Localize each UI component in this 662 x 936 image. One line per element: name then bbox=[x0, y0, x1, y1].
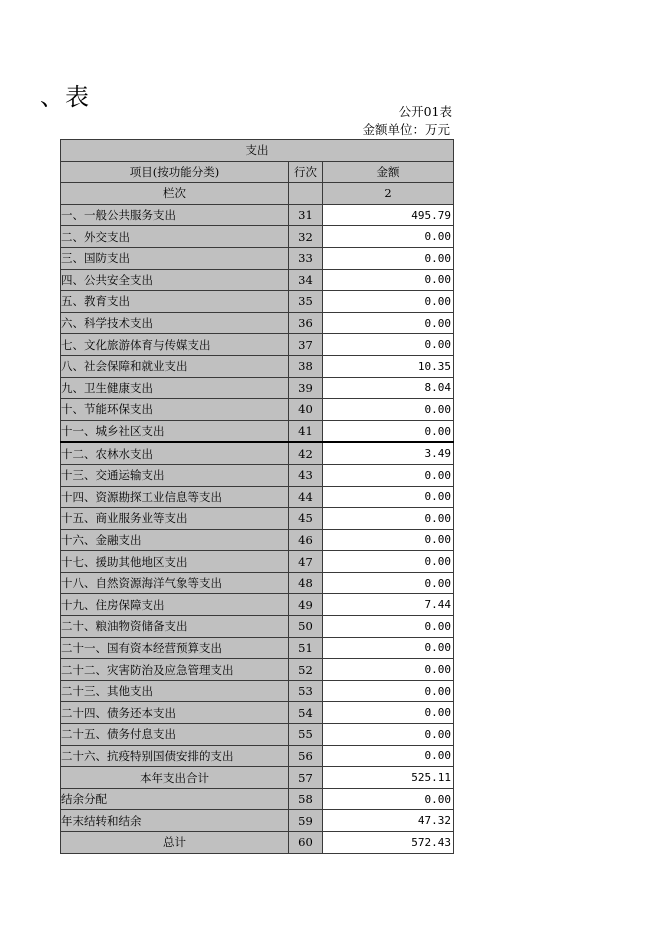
row-number: 54 bbox=[289, 702, 323, 724]
row-number: 37 bbox=[289, 334, 323, 356]
row-amount: 0.00 bbox=[323, 269, 454, 291]
row-amount: 0.00 bbox=[323, 247, 454, 269]
row-item: 十八、自然资源海洋气象等支出 bbox=[61, 572, 289, 594]
row-number: 48 bbox=[289, 572, 323, 594]
expenditure-table bbox=[60, 139, 454, 854]
row-number: 33 bbox=[289, 247, 323, 269]
row-amount: 0.00 bbox=[323, 486, 454, 508]
row-item: 二十四、债务还本支出 bbox=[61, 702, 289, 724]
row-number: 47 bbox=[289, 551, 323, 573]
row-amount: 0.00 bbox=[323, 572, 454, 594]
row-number: 60 bbox=[289, 832, 323, 854]
row-amount: 0.00 bbox=[323, 464, 454, 486]
row-item: 十二、农林水支出 bbox=[61, 442, 289, 464]
page-title bbox=[40, 82, 90, 112]
table-row bbox=[61, 399, 454, 421]
title-fragment: 、 bbox=[40, 83, 65, 111]
row-amount: 0.00 bbox=[323, 291, 454, 313]
table-row bbox=[61, 745, 454, 767]
row-item: 三、国防支出 bbox=[61, 247, 289, 269]
table-row bbox=[61, 377, 454, 399]
row-item: 二、外交支出 bbox=[61, 226, 289, 248]
row-item: 二十六、抗疫特别国债安排的支出 bbox=[61, 745, 289, 767]
row-number: 39 bbox=[289, 377, 323, 399]
form-code: 公开01表 bbox=[398, 104, 452, 119]
title-text: 表 bbox=[65, 83, 90, 111]
row-amount: 0.00 bbox=[323, 659, 454, 681]
row-number: 56 bbox=[289, 745, 323, 767]
table-row bbox=[61, 680, 454, 702]
table-row bbox=[61, 291, 454, 313]
row-number: 34 bbox=[289, 269, 323, 291]
table-row bbox=[61, 334, 454, 356]
column-index-amount: 2 bbox=[323, 183, 454, 205]
row-number: 35 bbox=[289, 291, 323, 313]
row-amount: 0.00 bbox=[323, 334, 454, 356]
row-item: 十七、援助其他地区支出 bbox=[61, 551, 289, 573]
row-item: 十、节能环保支出 bbox=[61, 399, 289, 421]
row-item: 一、一般公共服务支出 bbox=[61, 204, 289, 226]
row-number: 52 bbox=[289, 659, 323, 681]
row-number: 36 bbox=[289, 312, 323, 334]
table-row bbox=[61, 226, 454, 248]
table-row bbox=[61, 702, 454, 724]
row-amount: 0.00 bbox=[323, 551, 454, 573]
row-number: 50 bbox=[289, 616, 323, 638]
row-item: 结余分配 bbox=[61, 788, 289, 810]
row-item: 九、卫生健康支出 bbox=[61, 377, 289, 399]
table-row bbox=[61, 832, 454, 854]
row-amount: 0.00 bbox=[323, 508, 454, 530]
row-number: 46 bbox=[289, 529, 323, 551]
row-item: 八、社会保障和就业支出 bbox=[61, 355, 289, 377]
row-amount: 0.00 bbox=[323, 702, 454, 724]
row-item: 四、公共安全支出 bbox=[61, 269, 289, 291]
row-amount: 0.00 bbox=[323, 420, 454, 442]
table-row bbox=[61, 572, 454, 594]
row-amount: 0.00 bbox=[323, 724, 454, 746]
table-row bbox=[61, 767, 454, 789]
col-header-row-no: 行次 bbox=[289, 161, 323, 183]
column-index-label: 栏次 bbox=[61, 183, 289, 205]
table-row bbox=[61, 355, 454, 377]
section-header: 支出 bbox=[61, 140, 454, 162]
row-item: 二十五、债务付息支出 bbox=[61, 724, 289, 746]
row-number: 57 bbox=[289, 767, 323, 789]
table-row bbox=[61, 637, 454, 659]
row-amount: 0.00 bbox=[323, 226, 454, 248]
row-amount: 3.49 bbox=[323, 442, 454, 464]
table-row bbox=[61, 312, 454, 334]
row-amount: 525.11 bbox=[323, 767, 454, 789]
row-number: 59 bbox=[289, 810, 323, 832]
table-row bbox=[61, 810, 454, 832]
row-amount: 0.00 bbox=[323, 399, 454, 421]
section-header-row bbox=[61, 140, 454, 162]
row-item: 二十二、灾害防治及应急管理支出 bbox=[61, 659, 289, 681]
row-number: 44 bbox=[289, 486, 323, 508]
table-row bbox=[61, 659, 454, 681]
row-number: 40 bbox=[289, 399, 323, 421]
row-number: 51 bbox=[289, 637, 323, 659]
table-row bbox=[61, 486, 454, 508]
row-number: 45 bbox=[289, 508, 323, 530]
table-row bbox=[61, 464, 454, 486]
row-amount: 0.00 bbox=[323, 529, 454, 551]
row-number: 31 bbox=[289, 204, 323, 226]
row-amount: 495.79 bbox=[323, 204, 454, 226]
row-amount: 0.00 bbox=[323, 680, 454, 702]
row-item: 二十、粮油物资储备支出 bbox=[61, 616, 289, 638]
column-header-row bbox=[61, 161, 454, 183]
row-amount: 8.04 bbox=[323, 377, 454, 399]
row-item: 十五、商业服务业等支出 bbox=[61, 508, 289, 530]
row-item: 十一、城乡社区支出 bbox=[61, 420, 289, 442]
row-item: 本年支出合计 bbox=[61, 767, 289, 789]
table-row bbox=[61, 204, 454, 226]
row-amount: 10.35 bbox=[323, 355, 454, 377]
row-number: 42 bbox=[289, 442, 323, 464]
table-row bbox=[61, 788, 454, 810]
row-amount: 47.32 bbox=[323, 810, 454, 832]
col-header-amount: 金额 bbox=[323, 161, 454, 183]
row-number: 49 bbox=[289, 594, 323, 616]
table-row bbox=[61, 529, 454, 551]
row-item: 十四、资源勘探工业信息等支出 bbox=[61, 486, 289, 508]
table-row bbox=[61, 616, 454, 638]
row-item: 二十一、国有资本经营预算支出 bbox=[61, 637, 289, 659]
table-row bbox=[61, 551, 454, 573]
row-amount: 7.44 bbox=[323, 594, 454, 616]
row-amount: 0.00 bbox=[323, 745, 454, 767]
table-row bbox=[61, 594, 454, 616]
table-row bbox=[61, 420, 454, 442]
row-item: 十九、住房保障支出 bbox=[61, 594, 289, 616]
row-amount: 0.00 bbox=[323, 312, 454, 334]
row-number: 53 bbox=[289, 680, 323, 702]
table-row bbox=[61, 508, 454, 530]
table-row bbox=[61, 247, 454, 269]
table-row bbox=[61, 442, 454, 464]
col-header-item: 项目(按功能分类) bbox=[61, 161, 289, 183]
row-item: 二十三、其他支出 bbox=[61, 680, 289, 702]
row-item: 十六、金融支出 bbox=[61, 529, 289, 551]
row-item: 十三、交通运输支出 bbox=[61, 464, 289, 486]
table-row bbox=[61, 724, 454, 746]
row-number: 38 bbox=[289, 355, 323, 377]
table-row bbox=[61, 269, 454, 291]
row-number: 32 bbox=[289, 226, 323, 248]
row-item: 六、科学技术支出 bbox=[61, 312, 289, 334]
row-number: 43 bbox=[289, 464, 323, 486]
row-amount: 0.00 bbox=[323, 616, 454, 638]
column-index-row bbox=[61, 183, 454, 205]
row-amount: 0.00 bbox=[323, 637, 454, 659]
row-item: 五、教育支出 bbox=[61, 291, 289, 313]
row-item: 年末结转和结余 bbox=[61, 810, 289, 832]
unit-label: 金额单位：万元 bbox=[362, 122, 450, 137]
row-number: 58 bbox=[289, 788, 323, 810]
row-item: 七、文化旅游体育与传媒支出 bbox=[61, 334, 289, 356]
row-number: 55 bbox=[289, 724, 323, 746]
row-amount: 572.43 bbox=[323, 832, 454, 854]
row-number: 41 bbox=[289, 420, 323, 442]
row-item: 总计 bbox=[61, 832, 289, 854]
column-index-row-no bbox=[289, 183, 323, 205]
row-amount: 0.00 bbox=[323, 788, 454, 810]
